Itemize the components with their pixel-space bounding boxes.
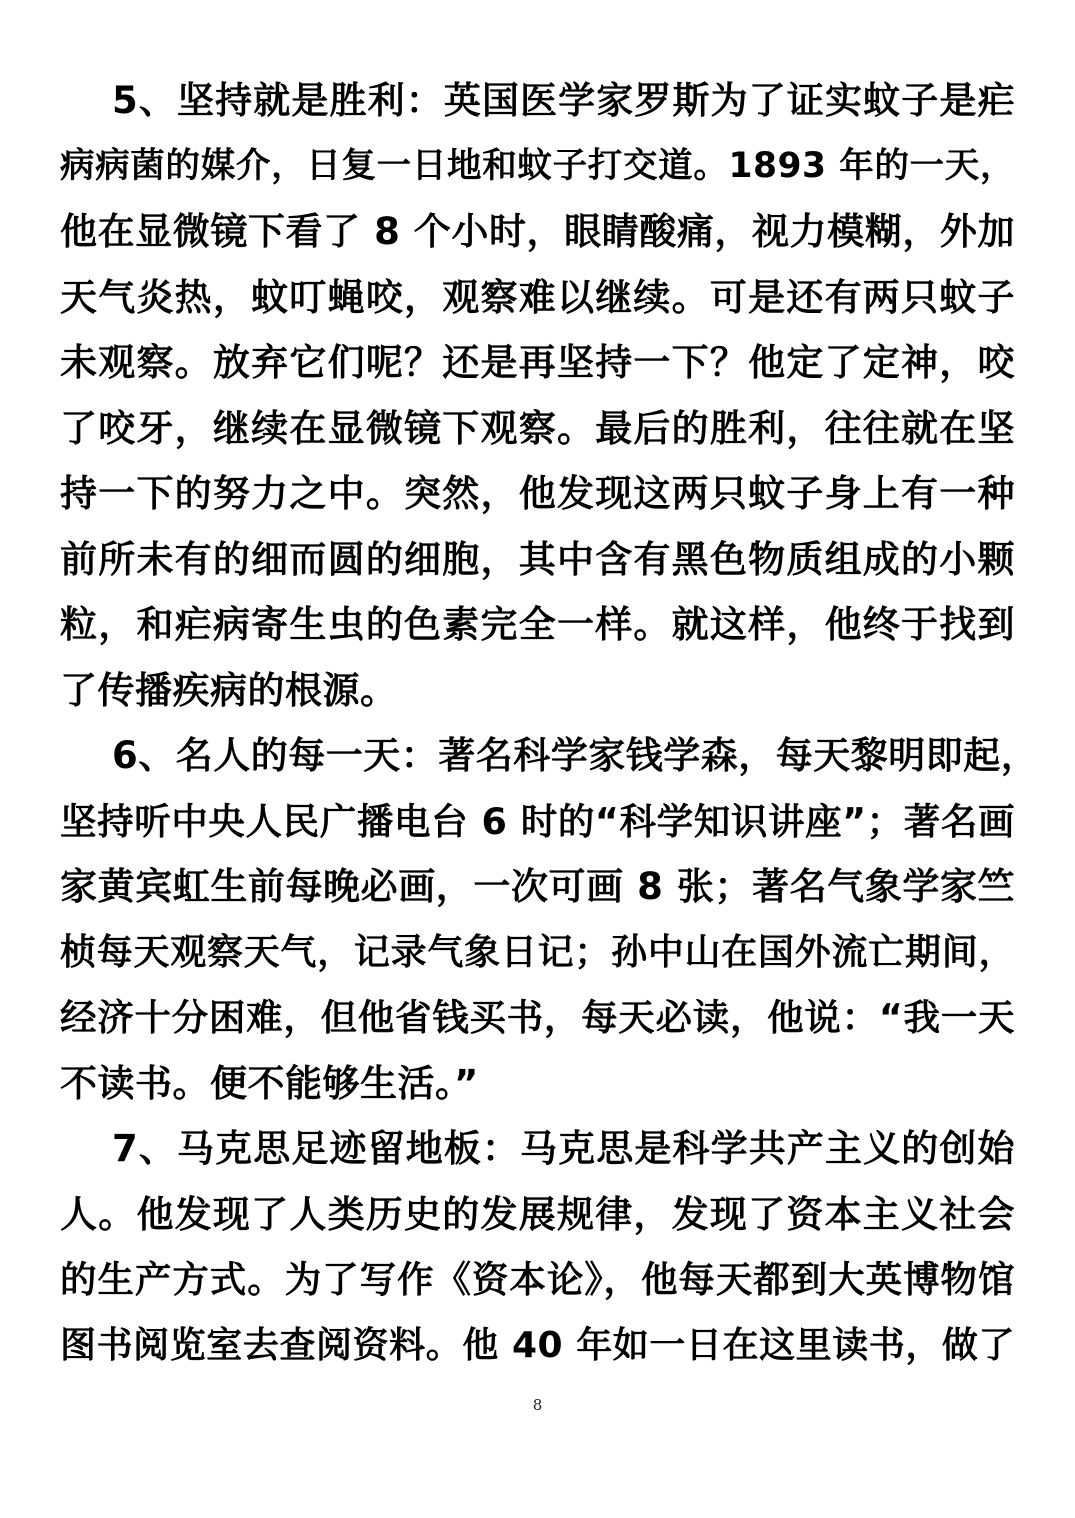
text-line: 粒，和疟病寄生虫的色素完全一样。就这样，他终于找到 xyxy=(60,603,1015,646)
text-line: 前所未有的细而圆的细胞，其中含有黑色物质组成的小颗 xyxy=(60,537,1015,581)
text-line: 未观察。放弃它们呢？还是再坚持一下？他定了定神，咬 xyxy=(60,341,1015,384)
text-line: 5、坚持就是胜利：英国医学家罗斯为了证实蚊子是疟 xyxy=(112,79,1015,122)
text-line: 了咬牙，继续在显微镜下观察。最后的胜利，往往就在坚 xyxy=(60,406,1015,450)
text-line: 坚持听中央人民广播电台 6 时的“科学知识讲座”；著名画 xyxy=(60,799,1015,843)
paragraph-7-marx xyxy=(60,1116,1015,1378)
text-line: 经济十分困难，但他省钱买书，每天必读，他说：“我一天 xyxy=(60,996,1015,1039)
text-line: 的生产方式。为了写作《资本论》，他每天都到大英博物馆 xyxy=(60,1258,1015,1301)
text-line: 不读书。便不能够生活。” xyxy=(60,1061,479,1105)
text-line: 家黄宾虹生前每晚必画，一次可画 8 张；著名气象学家竺 xyxy=(60,865,1015,908)
text-line: 人。他发现了人类历史的发展规律，发现了资本主义社会 xyxy=(60,1192,1015,1236)
text-line: 持一下的努力之中。突然，他发现这两只蚊子身上有一种 xyxy=(60,472,1015,515)
paragraph-6-famous-daily xyxy=(60,723,1039,1116)
paragraph-5-persistence xyxy=(60,68,1015,723)
text-line: 7、马克思足迹留地板：马克思是科学共产主义的创始 xyxy=(112,1127,1015,1170)
text-line: 了传播疾病的根源。 xyxy=(60,668,398,712)
text-line: 他在显微镜下看了 8 个小时，眼睛酸痛，视力模糊，外加 xyxy=(60,210,1015,253)
body-text xyxy=(60,68,1039,1378)
text-line: 图书阅览室去查阅资料。他 40 年如一日在这里读书，做了 xyxy=(60,1324,1015,1366)
text-line: 桢每天观察天气，记录气象日记；孙中山在国外流亡期间， xyxy=(60,931,1015,973)
text-line: 天气炎热，蚊叮蝇咬，观察难以继续。可是还有两只蚊子 xyxy=(60,275,1015,319)
text-line: 病病菌的媒介，日复一日地和蚊子打交道。1893 年的一天， xyxy=(60,145,1015,186)
page-number: 8 xyxy=(532,1396,543,1414)
text-line: 6、名人的每一天：著名科学家钱学森，每天黎明即起， xyxy=(112,734,1039,777)
